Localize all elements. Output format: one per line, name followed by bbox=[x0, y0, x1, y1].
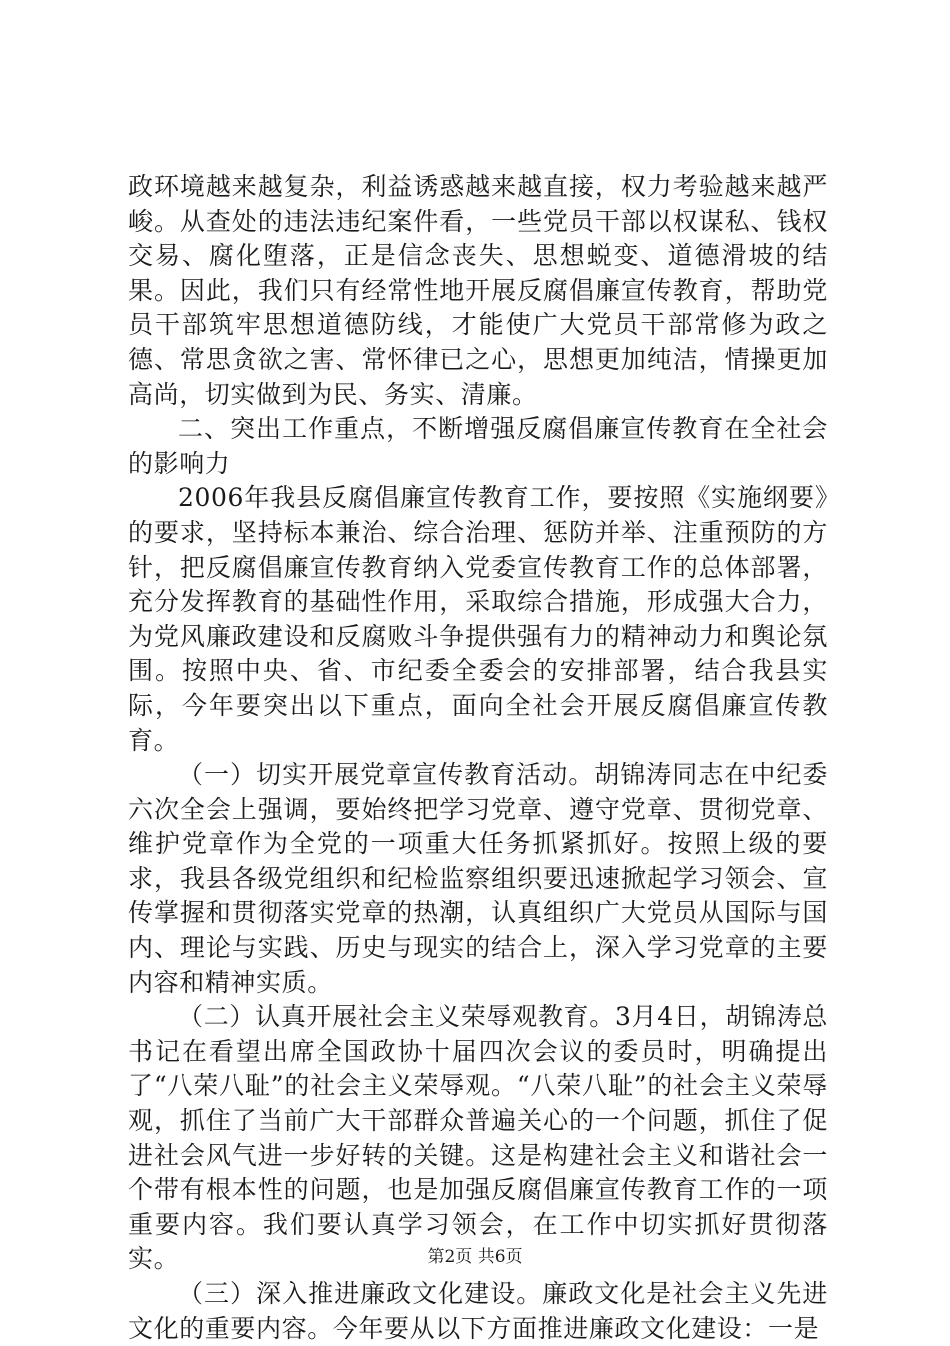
paragraph-item-3: （三）深入推进廉政文化建设。廉政文化是社会主义先进文化的重要内容。今年要从以下方面推进廉政文化建设：一是 bbox=[128, 1279, 828, 1343]
paragraph-continuation: 政环境越来越复杂，利益诱惑越来越直接，权力考验越来越严峻。从查处的违法违纪案件看，一些党员干部以权谋私、钱权交易、腐化堕落，正是信念丧失、思想蜕变、道德滑坡的结果。因此，我们只有经常性地开展反腐倡廉宣传教育，帮助党员干部筑牢思想道德防线，才能使广大党员干部常修为政之德、常思贪欲之害、常怀律已之心，思想更加纯洁，情操更加高尚，切实做到为民、务实、清廉。 bbox=[128, 172, 828, 409]
section-heading: 二、突出工作重点，不断增强反腐倡廉宣传教育在全社会的影响力 bbox=[128, 414, 828, 478]
page-number: 第2页 共6页 bbox=[427, 1247, 523, 1267]
paragraph-item-2: （二）认真开展社会主义荣辱观教育。3月4日，胡锦涛总书记在看望出席全国政协十届四次会议的委员时，明确提出了“八荣八耻”的社会主义荣辱观。“八荣八耻”的社会主义荣辱观，抓住了当前广大干部群众普遍关心的一个问题，抓住了促进社会风气进一步好转的关键。这是构建社会主义和谐社会一个带有根本性的问题，也是加强反腐倡廉宣传教育工作的一项重要内容。我们要认真学习领会，在工作中切实抓好贯彻落实。 bbox=[128, 1002, 828, 1274]
document-body bbox=[128, 170, 828, 1346]
paragraph-item-1: （一）切实开展党章宣传教育活动。胡锦涛同志在中纪委六次全会上强调，要始终把学习党章、遵守党章、贯彻党章、维护党章作为全党的一项重大任务抓紧抓好。按照上级的要求，我县各级党组织和纪检监察组织要迅速掀起学习领会、宣传掌握和贯彻落实党章的热潮，认真组织广大党员从国际与国内、理论与实践、历史与现实的结合上，深入学习党章的主要内容和精神实质。 bbox=[128, 760, 828, 997]
paragraph-2006-work: 2006年我县反腐倡廉宣传教育工作，要按照《实施纲要》的要求，坚持标本兼治、综合治理、惩防并举、注重预防的方针，把反腐倡廉宣传教育纳入党委宣传教育工作的总体部署，充分发挥教育的基础性作用，采取综合措施，形成强大合力，为党风廉政建设和反腐败斗争提供强有力的精神动力和舆论氛围。按照中央、省、市纪委全委会的安排部署，结合我县实际，今年要突出以下重点，面向全社会开展反腐倡廉宣传教育。 bbox=[128, 483, 828, 755]
